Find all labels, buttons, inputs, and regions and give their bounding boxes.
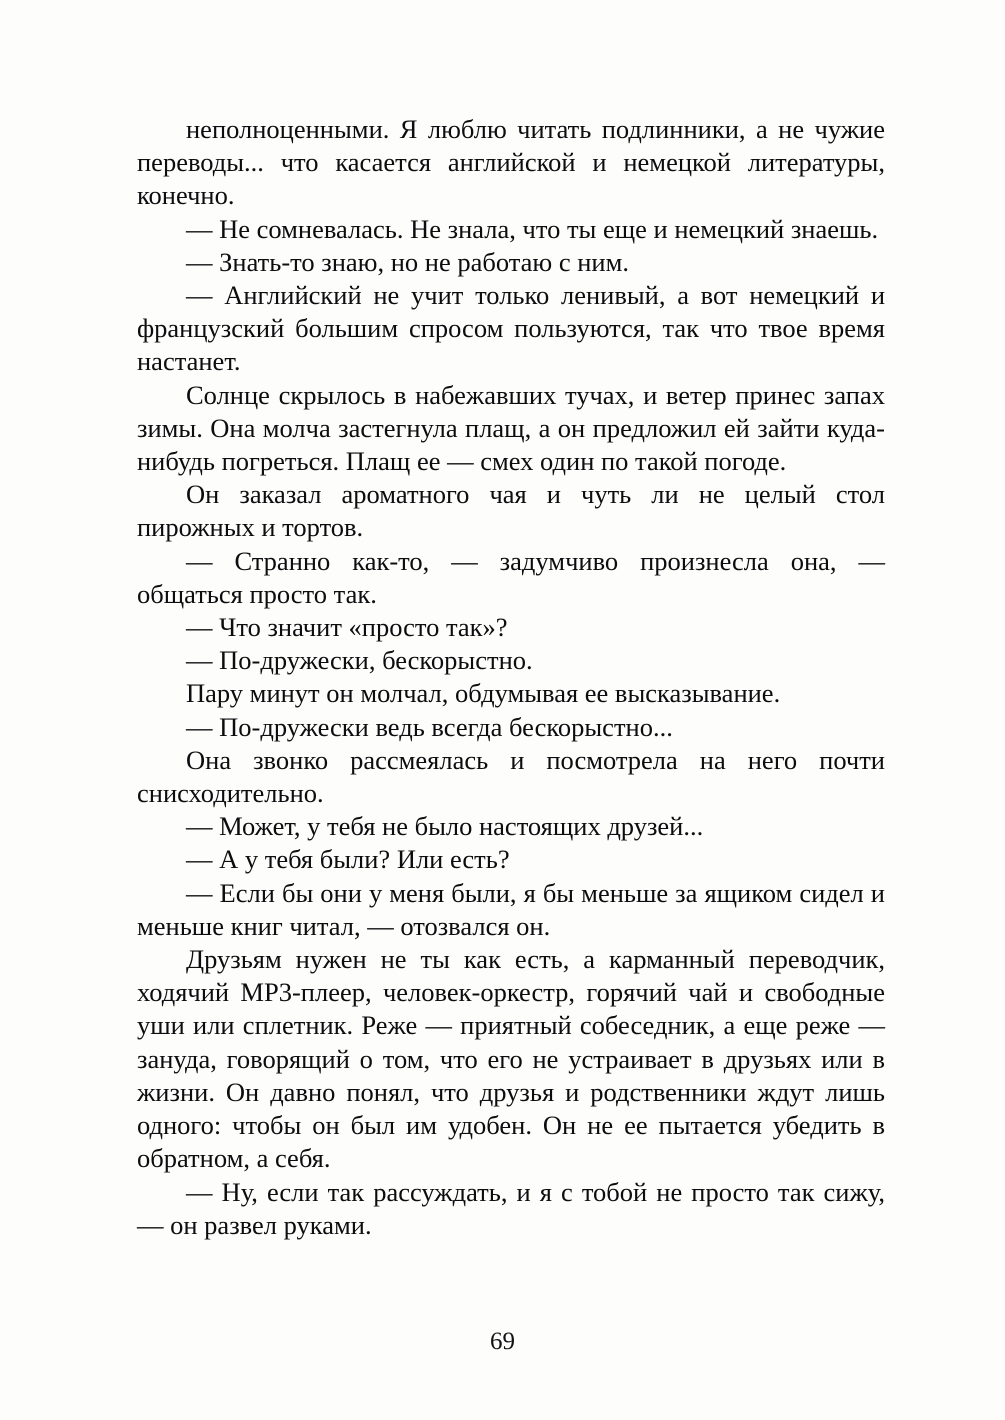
body-text-column <box>137 113 885 1242</box>
paragraph: — По-дружески, бескорыстно. <box>186 645 533 676</box>
paragraph: Друзьям нужен не ты как есть, а карманный переводчик, ходячий MP3-плеер, человек-оркестр, горячий чай и свободные уши или сплетник. Реже — приятный собеседник, а еще реже — зануда, говорящий о том, что его не устраивает в друзьях или в жизни. Он давно понял, что друзья и родственники ждут лишь одного: чтобы он был им удобен. Он не ее пытается убедить в обратном, а себя. <box>137 944 885 1174</box>
paragraph: — Знать-то знаю, но не работаю с ним. <box>186 246 629 277</box>
paragraph: — Ну, если так рассуждать, и я с тобой не просто так сижу, — он развел руками. <box>137 1176 885 1240</box>
paragraph: — Английский не учит только ленивый, а вот немецкий и французский большим спросом пользуются, так что твое время настанет. <box>137 280 885 377</box>
paragraph: Он заказал ароматного чая и чуть ли не целый стол пирожных и тортов. <box>137 479 885 543</box>
paragraph: — А у тебя были? Или есть? <box>186 844 510 875</box>
paragraph: Солнце скрылось в набежавших тучах, и ветер принес запах зимы. Она молча застегнула плащ, а он предложил ей зайти куда-нибудь погреться. Плащ ее — смех один по такой погоде. <box>137 379 885 477</box>
paragraph: Пару минут он молчал, обдумывая ее высказывание. <box>186 678 781 709</box>
paragraph: — Если бы они у меня были, я бы меньше за ящиком сидел и меньше книг читал, — отозвался он. <box>137 877 885 941</box>
page-number: 69 <box>490 1328 515 1355</box>
paragraph: — По-дружески ведь всегда бескорыстно... <box>186 711 673 742</box>
paragraph: — Странно как-то, — задумчиво произнесла она, — общаться просто так. <box>137 545 885 609</box>
paragraph: — Что значит «просто так»? <box>186 612 508 643</box>
paragraph: неполноценными. Я люблю читать подлинники, а не чужие переводы... что касается английской и немецкой литературы, конечно. <box>137 114 885 211</box>
paragraph: — Не сомневалась. Не знала, что ты еще и немецкий знаешь. <box>186 213 879 244</box>
paragraph: Она звонко рассмеялась и посмотрела на него почти снисходительно. <box>137 744 885 809</box>
paragraph: — Может, у тебя не было настоящих друзей... <box>186 811 704 842</box>
